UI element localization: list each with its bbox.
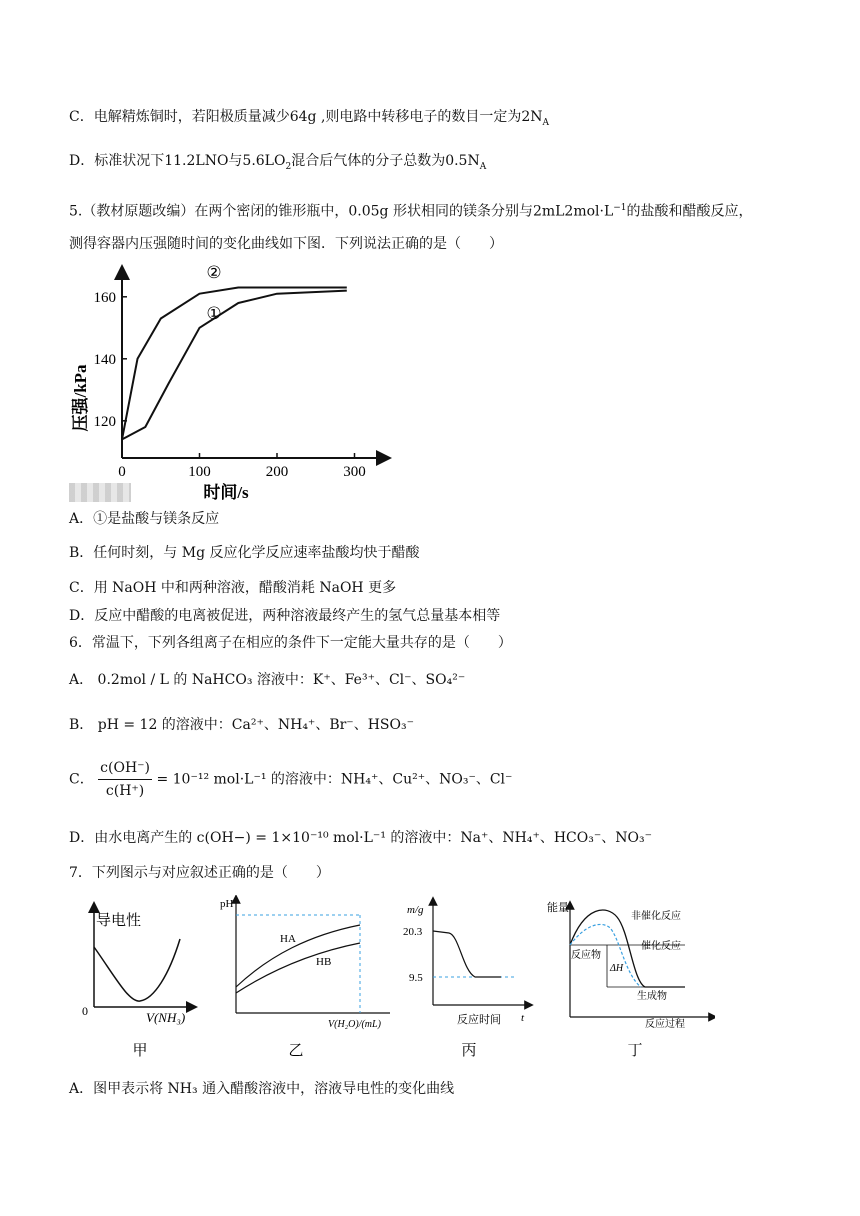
bing-caption: 丙 xyxy=(461,1043,477,1059)
q5-option-b: B．任何时刻，与 Mg 反应化学反应速率盐酸均快于醋酸 xyxy=(69,545,420,561)
jia-ylabel: 导电性 xyxy=(96,913,142,929)
bing-y-low: 9.5 xyxy=(409,972,423,984)
bing-xlabel: 反应时间 xyxy=(457,1014,501,1026)
yi-series-ha: HA xyxy=(280,933,296,945)
y-tick-label: 120 xyxy=(93,413,116,430)
q7-option-a: A．图甲表示将 NH₃ 通入醋酸溶液中，溶液导电性的变化曲线 xyxy=(69,1081,455,1097)
q6-option-c-label: C． xyxy=(69,771,94,788)
q4-option-c-text: C．电解精炼铜时，若阳极质量减少64g ,则电路中转移电子的数目一定为2N xyxy=(69,109,543,125)
q4-option-c xyxy=(69,107,549,133)
jia-caption: 甲 xyxy=(132,1043,148,1059)
ding-product: 生成物 xyxy=(637,991,667,1002)
bing-xvar: t xyxy=(521,1012,525,1024)
q4-option-c-sub: A xyxy=(542,117,550,128)
series-1-label: ① xyxy=(206,304,222,323)
x-tick-label: 0 xyxy=(118,464,126,480)
yi-series-hb: HB xyxy=(316,956,332,968)
x-tick-label: 300 xyxy=(343,464,366,480)
yi-ylabel: pH xyxy=(220,898,234,910)
q5-stem-line2: 测得容器内压强随时间的变化曲线如下图．下列说法正确的是（ ） xyxy=(69,236,503,252)
q4-option-d xyxy=(69,151,486,177)
figure-jia xyxy=(74,895,204,1065)
q6-fraction-denominator: c(H⁺) xyxy=(105,783,145,799)
bing-ylabel: m/g xyxy=(407,904,424,916)
bing-y-high: 20.3 xyxy=(403,926,423,938)
q4-option-d-sub: A xyxy=(479,161,487,172)
q6-option-c xyxy=(69,757,512,802)
q5-stem-line1 xyxy=(69,198,753,222)
pressure-chart xyxy=(64,258,394,506)
chart-ticks xyxy=(94,290,366,480)
q5-option-a: A．①是盐酸与镁条反应 xyxy=(69,511,220,527)
q6-stem: 6．常温下，下列各组离子在相应的条件下一定能大量共存的是（ ） xyxy=(69,635,512,651)
ding-ylabel: 能量 xyxy=(547,902,569,914)
y-tick-label: 160 xyxy=(93,289,116,306)
q5-stem1-tail: 的盐酸和醋酸反应， xyxy=(626,203,753,220)
ding-dh: ΔH xyxy=(610,963,624,974)
jia-xlabel: V(NH₃) xyxy=(146,1010,186,1025)
q5-stem1: 5.（教材原题改编）在两个密闭的锥形瓶中，0.05g 形状相同的镁条分别与2mL2mol·L xyxy=(69,203,614,220)
q4-option-d-tail: 混合后气体的分子总数为0.5N xyxy=(291,153,480,169)
figure-bing xyxy=(397,895,537,1065)
q6-option-c-tail: = 10⁻¹² mol·L⁻¹ 的溶液中：NH₄⁺、Cu²⁺、NO₃⁻、Cl⁻ xyxy=(156,771,513,788)
chart-lines xyxy=(122,288,347,440)
q4-option-d-text: D．标准状况下11.2LNO与5.6LO xyxy=(69,153,286,169)
q4-option-d-sub2: 2 xyxy=(285,161,292,172)
series-line-② xyxy=(122,288,347,440)
ding-caption: 丁 xyxy=(627,1043,643,1059)
x-tick-label: 200 xyxy=(265,464,289,480)
q7-stem: 7．下列图示与对应叙述正确的是（ ） xyxy=(69,865,330,881)
q6-option-a: A． 0.2mol / L 的 NaHCO₃ 溶液中：K⁺、Fe³⁺、Cl⁻、SO₄²⁻ xyxy=(69,672,466,688)
jia-origin: 0 xyxy=(82,1004,88,1018)
series-2-label: ② xyxy=(206,263,222,282)
yi-caption: 乙 xyxy=(288,1043,304,1059)
x-tick-label: 100 xyxy=(188,464,211,480)
series-line-① xyxy=(122,291,347,440)
figure-ding xyxy=(545,895,715,1065)
figure-yi xyxy=(220,895,395,1065)
y-tick-label: 140 xyxy=(93,351,116,368)
chart-ylabel: 压强/kPa xyxy=(71,364,90,432)
yi-xlabel: V(H₂O)/(mL) xyxy=(328,1019,381,1030)
chart-xlabel: 时间/s xyxy=(203,483,249,502)
q5-option-c: C．用 NaOH 中和两种溶液，醋酸消耗 NaOH 更多 xyxy=(69,580,397,596)
ding-reactant: 反应物 xyxy=(571,950,601,961)
q6-fraction-numerator: c(OH⁻) xyxy=(98,757,152,780)
ding-curve-noncat: 非催化反应 xyxy=(631,911,681,922)
q5-option-d: D．反应中醋酸的电离被促进，两种溶液最终产生的氢气总量基本相等 xyxy=(69,608,501,624)
ding-curve-cat: 催化反应 xyxy=(641,941,681,952)
q5-stem1-sup: −1 xyxy=(613,203,627,213)
ding-xlabel: 反应过程 xyxy=(645,1019,685,1030)
blurred-watermark xyxy=(69,483,131,502)
q6-option-b: B． pH = 12 的溶液中：Ca²⁺、NH₄⁺、Br⁻、HSO₃⁻ xyxy=(69,717,414,733)
q6-option-c-fraction xyxy=(98,757,152,802)
q6-option-d: D．由水电离产生的 c(OH−) = 1×10⁻¹⁰ mol·L⁻¹ 的溶液中：Na⁺、NH₄⁺、HCO₃⁻、NO₃⁻ xyxy=(69,830,652,846)
